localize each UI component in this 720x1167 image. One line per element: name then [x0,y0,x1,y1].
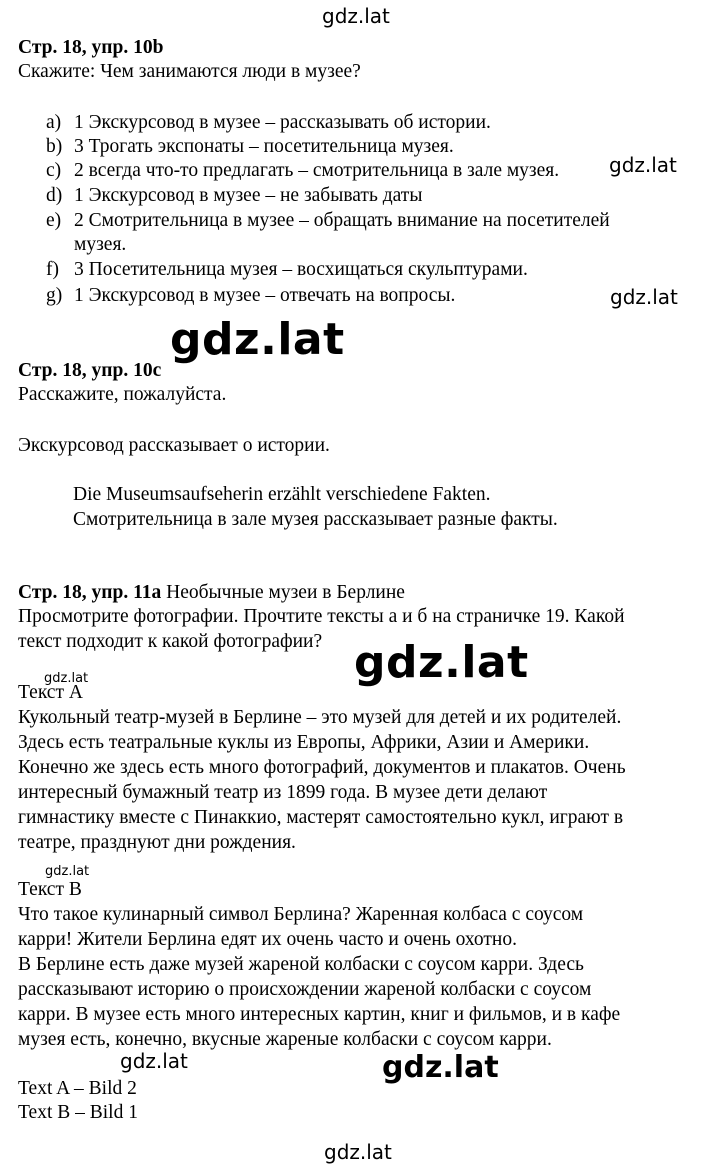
text-line: В Берлине есть даже музей жареной колбаски с соусом карри. Здесь [18,954,584,975]
text-line: Здесь есть театральные куклы из Европы, Африки, Азии и Америки. [18,732,590,753]
text-title: Текст В [18,879,82,900]
watermark: gdz.lat [610,285,678,309]
exercise-heading: Стр. 18, упр. 10b [18,37,164,58]
exercise-heading: Стр. 18, упр. 10c [18,360,162,381]
watermark: gdz.lat [354,637,529,688]
answer-de: Die Museumsaufseherin erzählt verschiedene Fakten. [73,484,491,505]
watermark: gdz.lat [45,864,90,879]
text-line: Конечно же здесь есть много фотографий, документов и плакатов. Очень [18,757,626,778]
watermark: gdz.lat [120,1049,188,1073]
list-item: d) 1 Экскурсовод в музее – не забывать даты [46,185,423,206]
text-line: рассказывают историю о происхождении жареной колбаски с соусом [18,979,592,1000]
list-item: f) 3 Посетительница музея – восхищаться скульптурами. [46,259,528,280]
list-item: c) 2 всегда что-то предлагать – смотрительница в зале музея. [46,160,560,181]
watermark: gdz.lat [324,1140,392,1164]
exercise-heading: Стр. 18, упр. 11a [18,582,162,603]
watermark: gdz.lat [609,153,677,177]
list-item: g) 1 Экскурсовод в музее – отвечать на вопросы. [46,285,456,306]
list-item: b) 3 Трогать экспонаты – посетительница музея. [46,136,454,157]
text-line: карри. В музее есть много интересных картин, книг и фильмов, и в кафе [18,1004,621,1025]
exercise-task: Расскажите, пожалуйста. [18,384,227,405]
answer-ru: Смотрительница в зале музея рассказывает разные факты. [73,509,558,530]
exercise-title: Необычные музеи в Берлине [161,582,405,603]
text-line: Что такое кулинарный символ Берлина? Жаренная колбаса с соусом [18,904,584,925]
text-line: музея есть, конечно, вкусные жареные колбаски с соусом карри. [18,1029,552,1050]
text-line: карри! Жители Берлина едят их очень часто и очень охотно. [18,929,517,950]
list-item: e) 2 Смотрительница в музее – обращать внимание на посетителей [46,210,610,231]
list-item: a) 1 Экскурсовод в музее – рассказывать об истории. [46,112,491,133]
text-title: Текст А [18,682,83,703]
list-item: музея. [74,234,127,255]
exercise-task: Скажите: Чем занимаются люди в музее? [18,61,361,82]
watermark: gdz.lat [382,1050,499,1085]
watermark: gdz.lat [170,314,345,365]
text-line: интересный бумажный театр из 1899 года. В музее дети делают [18,782,548,803]
exercise-heading-line [18,581,405,605]
watermark: gdz.lat [322,4,390,28]
example-text: Экскурсовод рассказывает о истории. [18,435,330,456]
answer-line: Text A – Bild 2 [18,1078,137,1099]
exercise-task: текст подходит к какой фотографии? [18,631,323,652]
answer-line: Text B – Bild 1 [18,1102,138,1123]
exercise-task: Просмотрите фотографии. Прочтите тексты а и б на страничке 19. Какой [18,606,625,627]
text-line: театре, празднуют дни рождения. [18,832,296,853]
text-line: Кукольный театр-музей в Берлине – это музей для детей и их родителей. [18,707,622,728]
watermark: gdz.lat [44,671,89,686]
text-line: гимнастику вместе с Пинаккио, мастерят самостоятельно кукл, играют в [18,807,624,828]
